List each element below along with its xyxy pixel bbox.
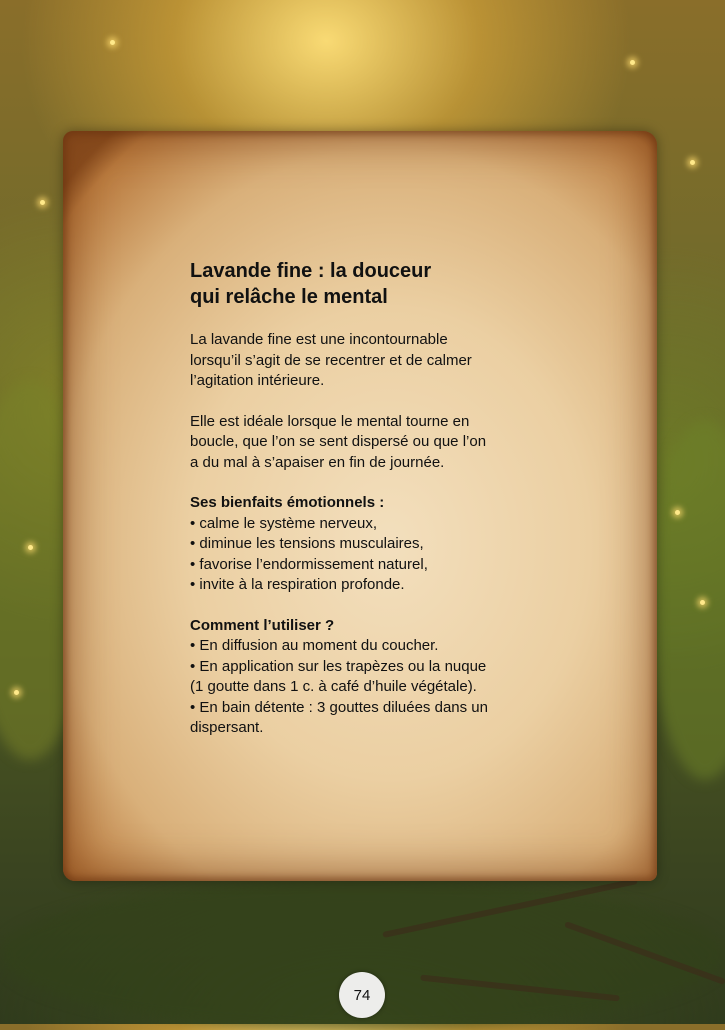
- text-line: Elle est idéale lorsque le mental tourne en: [190, 412, 470, 430]
- text-line: La lavande fine est une incontournable: [190, 331, 448, 348]
- page-number-badge: 74: [339, 972, 385, 1018]
- list-item: • calme le système nerveux,: [190, 514, 550, 535]
- text-line: En bain détente : 3 gouttes diluées dans un: [199, 698, 488, 716]
- text-line: a du mal à s’apaiser en fin de journée.: [190, 453, 445, 471]
- list-item: [190, 698, 550, 739]
- list-item: [190, 636, 550, 657]
- usage-context-paragraph: [190, 412, 550, 474]
- title-line: qui relâche le mental: [190, 286, 388, 308]
- text-line: (1 goutte dans 1 c. à café d’huile végétale).: [190, 678, 477, 695]
- usage-heading: Comment l’utiliser ?: [190, 616, 335, 634]
- benefits-list: [190, 514, 550, 596]
- page-title: [190, 258, 550, 310]
- article: [190, 258, 550, 759]
- text-line: En application sur les trapèzes ou la nuque: [199, 657, 487, 675]
- text-line: boucle, que l’on se sent dispersé ou que l’on: [190, 433, 487, 450]
- text-line: l’agitation intérieure.: [190, 372, 325, 389]
- text-line: lorsqu’il s’agit de se recentrer et de calmer: [190, 351, 472, 369]
- text-line: dispersant.: [190, 719, 264, 736]
- text-line: En diffusion au moment du coucher.: [199, 637, 439, 654]
- usage-list: [190, 636, 550, 739]
- benefits-heading: Ses bienfaits émotionnels :: [190, 494, 385, 511]
- list-item: • diminue les tensions musculaires,: [190, 534, 550, 555]
- intro-paragraph: [190, 330, 550, 392]
- list-item: • favorise l’endormissement naturel,: [190, 555, 550, 576]
- list-item: [190, 657, 550, 698]
- title-line: Lavande fine : la douceur: [190, 260, 432, 282]
- list-item: • invite à la respiration profonde.: [190, 575, 550, 596]
